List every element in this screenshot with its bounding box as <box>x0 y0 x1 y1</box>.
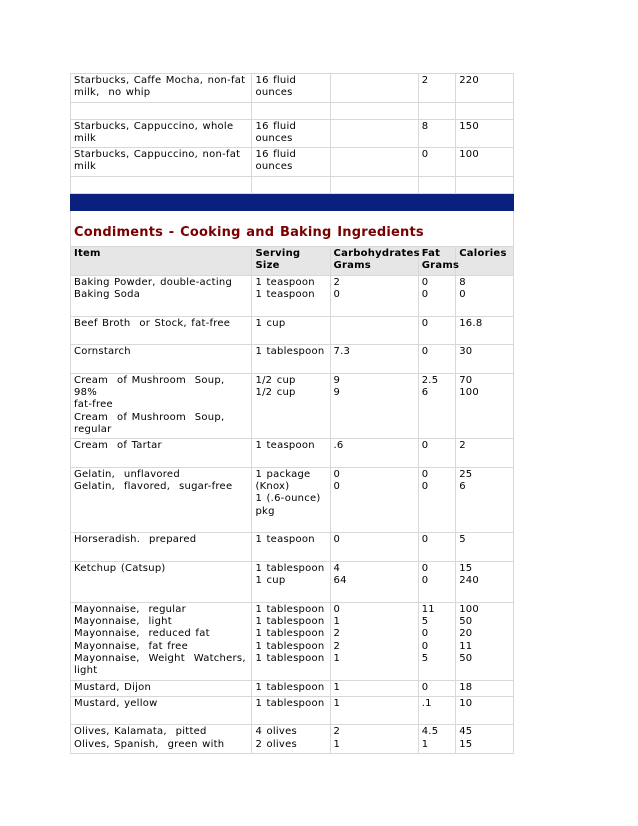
fat-line: 5 <box>421 652 429 664</box>
cell-calories <box>456 102 514 119</box>
condiment-row <box>71 680 514 696</box>
section-break <box>71 193 514 275</box>
cell-fat <box>418 561 456 602</box>
cell-serving <box>252 373 330 438</box>
cell-fat <box>418 119 456 148</box>
serving-line: pkg <box>255 505 275 517</box>
cell-calories <box>456 467 514 532</box>
condiment-row <box>71 602 514 680</box>
cell-calories <box>456 275 514 316</box>
condiment-rows <box>71 275 514 753</box>
cell-carbs <box>330 533 418 562</box>
cell-carbs <box>330 74 418 103</box>
item-line: Horseradish. prepared <box>74 534 197 546</box>
cell-carbs <box>330 696 418 725</box>
cell-carbs <box>330 373 418 438</box>
serving-line: 1 tablespoon <box>255 681 325 693</box>
serving-line: ounces <box>255 87 293 99</box>
fat-line: 0 <box>421 640 429 652</box>
cell-carbs <box>330 680 418 696</box>
cell-item <box>71 696 252 725</box>
serving-line: 1 package <box>255 468 311 480</box>
cell-carbs <box>330 316 418 345</box>
cell-item <box>71 119 252 148</box>
carbs-line: 64 <box>333 575 347 587</box>
item-line: Starbucks, Cappuccino, non-fat <box>74 149 241 161</box>
calories-line: 11 <box>459 640 473 652</box>
header-item: Item <box>71 247 252 276</box>
item-line: light <box>74 665 98 677</box>
carbs-line: 0 <box>333 534 341 546</box>
beverage-row <box>71 102 514 119</box>
cell-serving <box>252 148 330 177</box>
item-line: fat-free <box>74 399 113 411</box>
condiment-row <box>71 373 514 438</box>
fat-line: 5 <box>421 616 429 628</box>
serving-line: ounces <box>255 161 293 173</box>
fat-line: 0 <box>421 628 429 640</box>
carbs-line: 1 <box>333 652 341 664</box>
cell-serving <box>252 345 330 374</box>
cell-serving <box>252 602 330 680</box>
carbs-line: 2 <box>333 276 341 288</box>
fat-line: 0 <box>421 534 429 546</box>
item-line: Olives, Spanish, green with <box>74 738 225 750</box>
cell-serving <box>252 696 330 725</box>
carbs-line: 9 <box>333 374 341 386</box>
condiment-row <box>71 696 514 725</box>
cell-serving <box>252 102 330 119</box>
calories-line: 0 <box>459 288 466 300</box>
serving-line: 1 teaspoon <box>255 288 315 300</box>
condiment-row <box>71 345 514 374</box>
starbucks-rows <box>71 74 514 194</box>
cell-item <box>71 373 252 438</box>
calories-line: 220 <box>459 75 480 86</box>
cell-calories <box>456 680 514 696</box>
cell-serving <box>252 725 330 754</box>
cell-carbs <box>330 345 418 374</box>
item-line: Mayonnaise, regular <box>74 603 187 615</box>
serving-line: 1 cup <box>255 575 286 587</box>
fat-line: 0 <box>421 440 429 452</box>
serving-line: 1 teaspoon <box>255 534 315 546</box>
calories-line: 20 <box>459 628 473 640</box>
calories-line: 8 <box>459 276 466 288</box>
cell-item <box>71 439 252 468</box>
calories-line: 100 <box>459 603 480 615</box>
carbs-line: 0 <box>333 288 341 300</box>
serving-line: 1 teaspoon <box>255 276 315 288</box>
condiment-row <box>71 275 514 316</box>
carbs-line: 4 <box>333 562 341 574</box>
cell-carbs <box>330 725 418 754</box>
carbs-line: 0 <box>333 481 341 493</box>
cell-fat <box>418 102 456 119</box>
fat-line: 4.5 <box>421 726 439 738</box>
beverage-row <box>71 119 514 148</box>
carbs-line: 2 <box>333 628 341 640</box>
condiment-row <box>71 467 514 532</box>
item-line: Starbucks, Cappuccino, whole <box>74 120 234 132</box>
cell-carbs <box>330 275 418 316</box>
item-line: Mayonnaise, Weight Watchers, <box>74 652 246 664</box>
carbs-line: 1 <box>333 697 341 709</box>
cell-calories <box>456 119 514 148</box>
cell-fat <box>418 533 456 562</box>
serving-line: 1 tablespoon <box>255 603 325 615</box>
carbs-line: 1 <box>333 616 341 628</box>
calories-line: 30 <box>459 346 473 358</box>
serving-line: 16 fluid <box>255 120 297 132</box>
beverage-row <box>71 176 514 193</box>
calories-line: 25 <box>459 468 473 480</box>
calories-line: 70 <box>459 374 473 386</box>
fat-line: 0 <box>421 276 429 288</box>
cell-item <box>71 176 252 193</box>
cell-fat <box>418 176 456 193</box>
cell-fat <box>418 680 456 696</box>
fat-line: 1 <box>421 738 429 750</box>
item-line: Cream of Tartar <box>74 440 162 452</box>
item-line: Mustard, yellow <box>74 697 158 709</box>
serving-line: 1 tablespoon <box>255 628 325 640</box>
cell-serving <box>252 74 330 103</box>
beverage-row <box>71 148 514 177</box>
carbs-line: 0 <box>333 468 341 480</box>
cell-fat <box>418 316 456 345</box>
document-page <box>70 73 514 754</box>
cell-item <box>71 345 252 374</box>
cell-serving <box>252 275 330 316</box>
calories-line: 2 <box>459 440 466 452</box>
cell-serving <box>252 119 330 148</box>
calories-line: 16.8 <box>459 317 483 329</box>
header-calories: Calories <box>456 247 514 276</box>
serving-line: 1 tablespoon <box>255 346 325 358</box>
cell-carbs <box>330 439 418 468</box>
cell-serving <box>252 316 330 345</box>
item-line: Mustard, Dijon <box>74 681 152 693</box>
item-line: milk <box>74 132 97 144</box>
condiment-row <box>71 533 514 562</box>
serving-line: 1 tablespoon <box>255 697 325 709</box>
cell-carbs <box>330 561 418 602</box>
cell-fat <box>418 275 456 316</box>
cell-serving <box>252 680 330 696</box>
nutrition-table <box>70 73 514 754</box>
condiment-row <box>71 561 514 602</box>
item-line: milk, no whip <box>74 87 151 99</box>
carbs-line: 7.3 <box>333 346 351 358</box>
fat-line: 2.5 <box>421 374 439 386</box>
serving-line: 1 tablespoon <box>255 652 325 664</box>
cell-calories <box>456 561 514 602</box>
cell-item <box>71 533 252 562</box>
item-line: Gelatin, unflavored <box>74 468 180 480</box>
cell-carbs <box>330 467 418 532</box>
item-line: Olives, Kalamata, pitted <box>74 726 207 738</box>
item-line: Mayonnaise, reduced fat <box>74 628 210 640</box>
cell-item <box>71 316 252 345</box>
cell-item <box>71 467 252 532</box>
cell-fat <box>418 148 456 177</box>
item-line: Baking Soda <box>74 288 141 300</box>
cell-calories <box>456 696 514 725</box>
header-carbohydrates: Carbohydrates Grams <box>330 247 418 276</box>
item-line: Baking Powder, double-acting <box>74 276 233 288</box>
cell-fat <box>418 696 456 725</box>
cell-item <box>71 725 252 754</box>
condiment-row <box>71 725 514 754</box>
serving-line: 1 teaspoon <box>255 440 315 452</box>
cell-fat <box>418 467 456 532</box>
carbs-line: 2 <box>333 726 341 738</box>
section-heading-row <box>71 210 514 246</box>
item-line: milk <box>74 161 97 173</box>
serving-line: 1 tablespoon <box>255 562 325 574</box>
carbs-line: 9 <box>333 387 341 399</box>
cell-item <box>71 561 252 602</box>
cell-serving <box>252 533 330 562</box>
cell-carbs <box>330 102 418 119</box>
cell-item <box>71 680 252 696</box>
fat-line: 0 <box>421 288 429 300</box>
cell-carbs <box>330 602 418 680</box>
cell-fat <box>418 602 456 680</box>
calories-line: 100 <box>459 387 480 399</box>
fat-line: 0 <box>421 346 429 358</box>
calories-line: 15 <box>459 738 473 750</box>
cell-calories <box>456 345 514 374</box>
cell-calories <box>456 602 514 680</box>
cell-item <box>71 148 252 177</box>
serving-line: (Knox) <box>255 481 290 493</box>
serving-line: ounces <box>255 132 293 144</box>
cell-calories <box>456 725 514 754</box>
fat-line: 11 <box>421 603 435 615</box>
calories-line: 5 <box>459 534 466 546</box>
cell-item <box>71 602 252 680</box>
item-line: Cornstarch <box>74 346 131 358</box>
carbs-line: 0 <box>333 603 341 615</box>
calories-line: 45 <box>459 726 473 738</box>
calories-line: 50 <box>459 652 473 664</box>
fat-line: 8 <box>421 120 429 132</box>
beverage-row <box>71 74 514 103</box>
cell-carbs <box>330 148 418 177</box>
fat-line: 2 <box>421 75 429 86</box>
cell-calories <box>456 373 514 438</box>
fat-line: 0 <box>421 317 429 329</box>
column-header-row <box>71 247 514 276</box>
serving-line: 16 fluid <box>255 149 297 161</box>
fat-line: 0 <box>421 562 429 574</box>
fat-line: 0 <box>421 481 429 493</box>
calories-line: 18 <box>459 681 473 693</box>
calories-line: 15 <box>459 562 473 574</box>
calories-line: 100 <box>459 149 480 161</box>
fat-line: 0 <box>421 149 429 161</box>
cell-fat <box>418 74 456 103</box>
serving-line: 1 tablespoon <box>255 616 325 628</box>
serving-line: 1/2 cup <box>255 387 296 399</box>
carbs-line: .6 <box>333 440 344 452</box>
serving-line: 2 olives <box>255 738 297 750</box>
calories-line: 240 <box>459 575 480 587</box>
serving-line: 16 fluid <box>255 75 297 86</box>
section-title: Condiments - Cooking and Baking Ingredients <box>74 224 424 240</box>
condiment-row <box>71 316 514 345</box>
item-line: Cream of Mushroom Soup, <box>74 411 225 423</box>
cell-calories <box>456 533 514 562</box>
carbs-line: 2 <box>333 640 341 652</box>
serving-line: 1/2 cup <box>255 374 296 386</box>
cell-serving <box>252 561 330 602</box>
fat-line: 0 <box>421 468 429 480</box>
calories-line: 50 <box>459 616 473 628</box>
calories-line: 6 <box>459 481 466 493</box>
cell-serving <box>252 439 330 468</box>
cell-carbs <box>330 176 418 193</box>
header-serving-size: Serving Size <box>252 247 330 276</box>
item-line: regular <box>74 423 112 435</box>
header-fat: Fat Grams <box>418 247 456 276</box>
cell-item <box>71 102 252 119</box>
cell-fat <box>418 345 456 374</box>
cell-calories <box>456 176 514 193</box>
serving-line: 1 (.6-ounce) <box>255 493 321 505</box>
cell-calories <box>456 148 514 177</box>
cell-fat <box>418 439 456 468</box>
fat-line: .1 <box>421 697 432 709</box>
cell-item <box>71 275 252 316</box>
fat-line: 6 <box>421 387 429 399</box>
section-divider-bar <box>71 193 514 210</box>
cell-calories <box>456 439 514 468</box>
condiment-row <box>71 439 514 468</box>
carbs-line: 1 <box>333 738 341 750</box>
item-line: Cream of Mushroom Soup, 98% <box>74 374 229 399</box>
item-line: Mayonnaise, fat free <box>74 640 188 652</box>
cell-serving <box>252 467 330 532</box>
item-line: Starbucks, Caffe Mocha, non-fat <box>74 75 246 86</box>
serving-line: 1 cup <box>255 317 286 329</box>
fat-line: 0 <box>421 575 429 587</box>
carbs-line: 1 <box>333 681 341 693</box>
item-line: Beef Broth or Stock, fat-free <box>74 317 231 329</box>
item-line: Mayonnaise, light <box>74 616 172 628</box>
calories-line: 10 <box>459 697 473 709</box>
fat-line: 0 <box>421 681 429 693</box>
item-line: Ketchup (Catsup) <box>74 562 166 574</box>
calories-line: 150 <box>459 120 480 132</box>
cell-calories <box>456 74 514 103</box>
cell-calories <box>456 316 514 345</box>
cell-fat <box>418 725 456 754</box>
serving-line: 1 tablespoon <box>255 640 325 652</box>
cell-fat <box>418 373 456 438</box>
cell-serving <box>252 176 330 193</box>
cell-carbs <box>330 119 418 148</box>
serving-line: 4 olives <box>255 726 297 738</box>
item-line: Gelatin, flavored, sugar-free <box>74 481 233 493</box>
cell-item <box>71 74 252 103</box>
